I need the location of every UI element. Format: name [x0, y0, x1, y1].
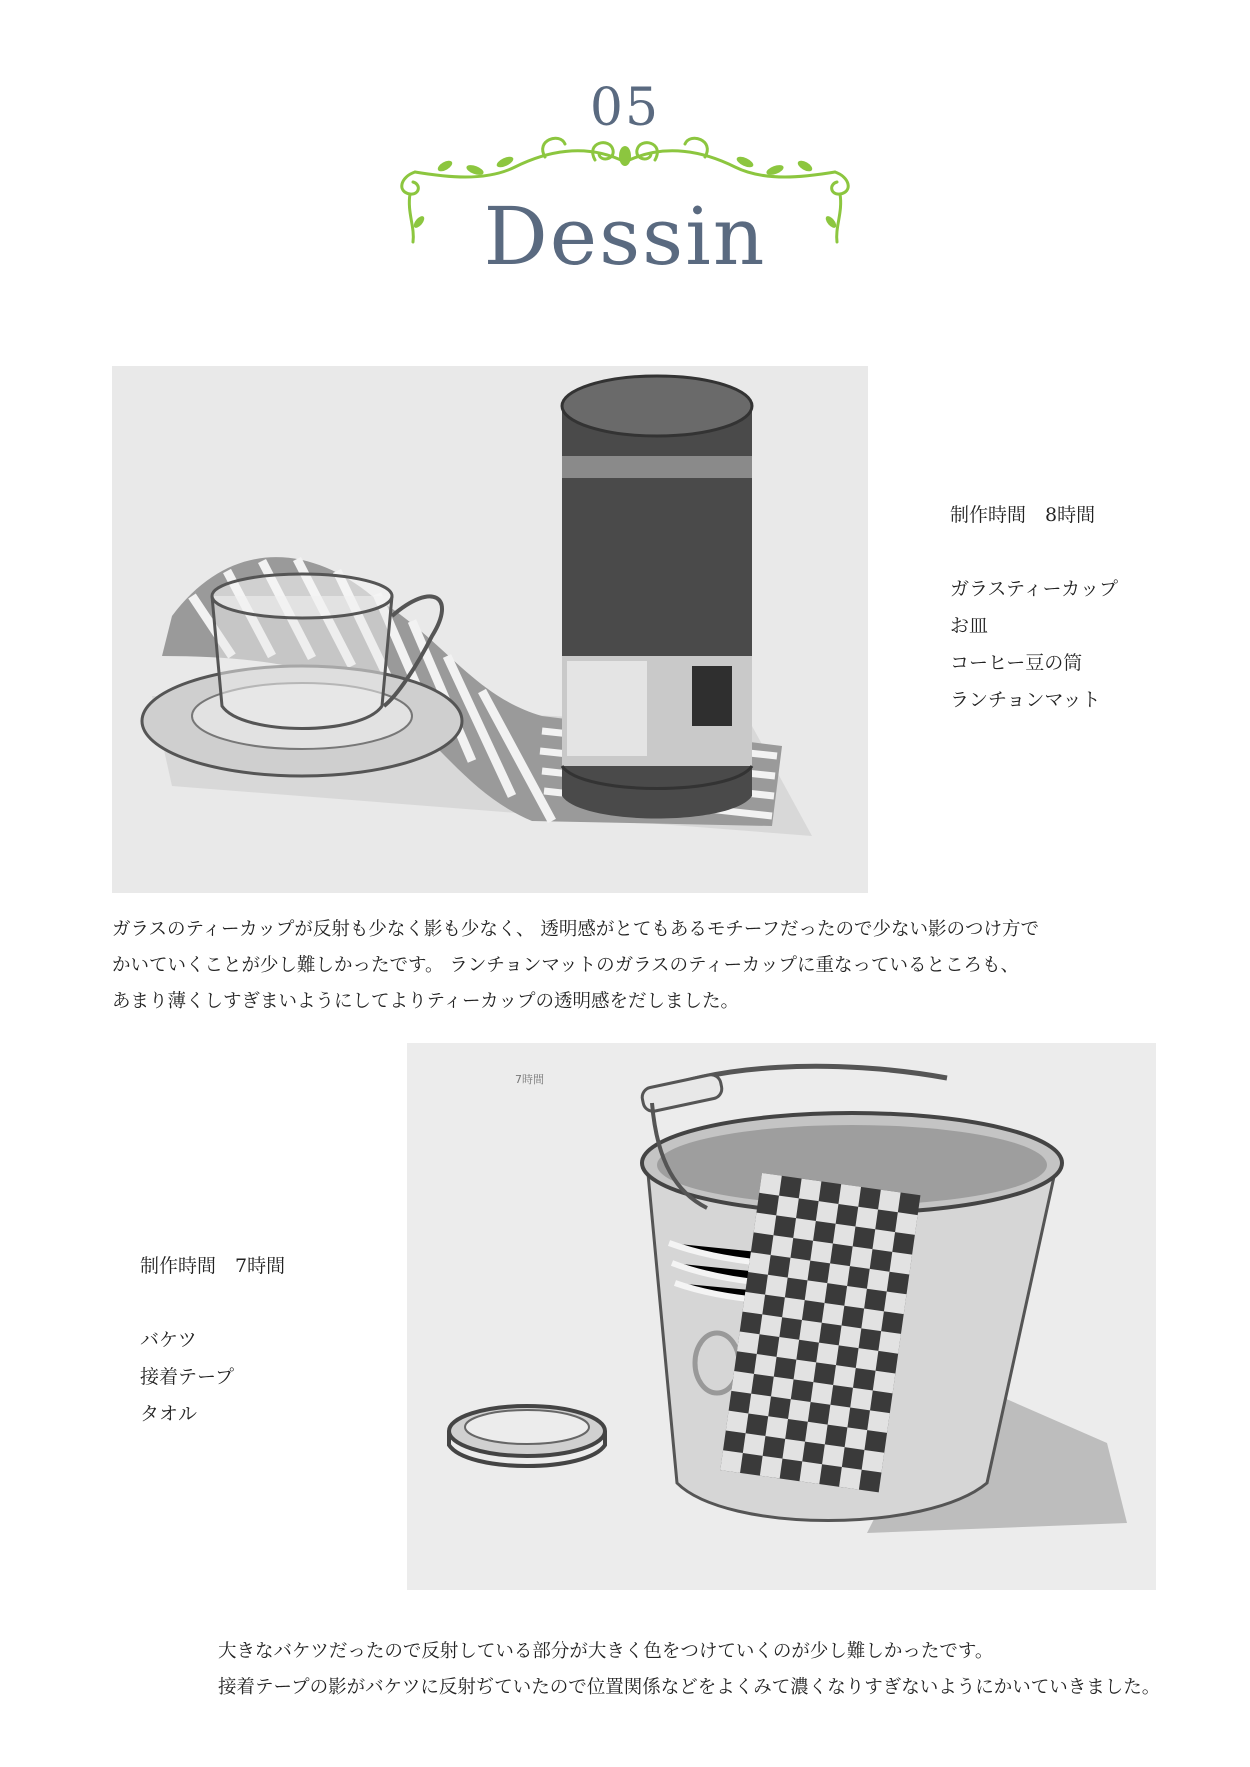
- motif-item: ガラスティーカップ: [950, 578, 1118, 600]
- section1-comment: [112, 912, 1039, 1020]
- section1-info: [950, 497, 1118, 719]
- section2-comment: [218, 1634, 1160, 1706]
- comment-line: かいていくことが少し難しかったです。 ランチョンマットのガラスのティーカップに重なっているところも、: [112, 955, 1020, 976]
- comment-line: ガラスのティーカップが反射も少なく影も少なく、 透明感がとてもあるモチーフだったので少ない影のつけ方で: [112, 919, 1040, 940]
- motif-item: 接着テープ: [140, 1366, 235, 1388]
- motif-item: タオル: [140, 1403, 198, 1425]
- page-title: Dessin: [483, 190, 767, 283]
- motif-item: ランチョンマット: [950, 689, 1101, 711]
- production-time: 制作時間 8時間: [950, 504, 1096, 526]
- motif-item: お皿: [950, 615, 989, 637]
- comment-line: 接着テープの影がバケツに反射ぢていたので位置関係などをよくみて濃くなりすぎないようにかいていきました。: [218, 1677, 1161, 1698]
- production-time: 制作時間 7時間: [140, 1255, 286, 1277]
- motif-item: コーヒー豆の筒: [950, 652, 1083, 674]
- drawing-bucket-still-life: [407, 1043, 1156, 1590]
- comment-line: あまり薄くしすぎまいようにしてよりティーカップの透明感をだしました。: [112, 991, 739, 1012]
- drawing-note: 7時間: [515, 1073, 544, 1086]
- section2-info: [140, 1248, 285, 1433]
- comment-line: 大きなバケツだったので反射している部分が大きく色をつけていくのが少し難しかったです。: [218, 1641, 994, 1662]
- motif-item: バケツ: [140, 1329, 197, 1351]
- section-number: 05: [589, 78, 661, 138]
- drawing-teacup-still-life: [112, 366, 868, 893]
